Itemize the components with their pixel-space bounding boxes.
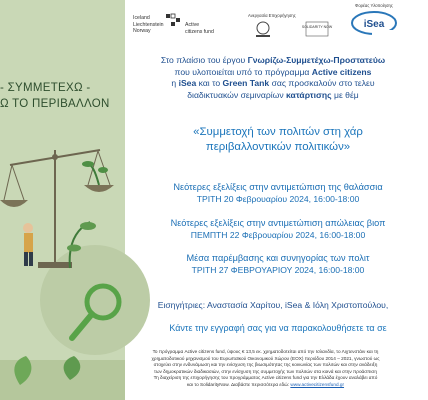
- registration-call[interactable]: Κάντε την εγγραφή σας για να παρακολουθήσετε τα σε: [169, 323, 387, 333]
- green-tank-logo: [372, 30, 400, 42]
- footer-line: Τη διαχείριση της επιχορήγησης του προγράμματος Active citizens fund για την Ελλάδα έχουν αναλάβει από: [153, 375, 378, 381]
- session-title: Μέσα παρέμβασης και συνηγορίας των πολιτ: [186, 253, 370, 263]
- svg-text:SOLIDARITY NOW: SOLIDARITY NOW: [301, 25, 333, 29]
- solidarity-now-logo: [301, 22, 333, 36]
- partner-caption: Φορέας Υλοποίησης: [355, 3, 393, 8]
- footer-line: χρηματοδοτικού μηχανισμού του Ευρωπαϊκού Οικονομικού Χώρου (ΕΟΧ) περιόδου 2014 – 2021, γνωστού ως: [151, 355, 380, 361]
- session-title: Νεότερες εξελίξεις στην αντιμετώπιση απώλειας βιοπ: [170, 218, 386, 228]
- session-date: ΤΡΙΤΗ 20 Φεβρουαρίου 2024, 16:00-18:00: [196, 193, 360, 204]
- session-item: [128, 218, 428, 241]
- left-panel-title: [0, 80, 125, 112]
- headline-line1: «Συμμετοχή των πολιτών στη χάρ: [193, 126, 363, 138]
- active-citizens-fund-logo: [133, 14, 228, 42]
- environment-illustration: [0, 0, 125, 400]
- intro-line2: που υλοποιείται υπό το πρόγραμμα Active citizens: [174, 66, 372, 77]
- session-item: [128, 253, 428, 276]
- intro-line3: η iSea και το Green Tank σας προσκαλούν στο τελευ: [171, 78, 375, 88]
- footer-line: των δημοκρατικών διαδικασιών, στην ενίσχυση της συμμετοχής των πολιτών στα κοινά και στην προάσπιση: [154, 368, 377, 374]
- left-title-line1: - ΣΥΜΜΕΤΕΧΩ -: [0, 82, 91, 94]
- donor-countries: Iceland Liechtenstein Norway: [133, 15, 164, 34]
- seminar-headline: [128, 125, 428, 154]
- session-title: Νεότερες εξελίξεις στην αντιμετώπιση της θαλάσσια: [173, 182, 383, 192]
- intro-line1: Στο πλαίσιο του έργου Γνωρίζω-Συμμετέχω-Προστατεύω: [160, 55, 386, 65]
- headline-line2: περιβαλλοντικών πολιτικών»: [205, 140, 351, 153]
- intro-line4: διαδικτυακών σεμιναρίων κατάρτισης με θέμ: [187, 89, 359, 100]
- ministry-logo-icon: [252, 20, 274, 38]
- session-date: ΠΕΜΠΤΗ 22 Φεβρουαρίου 2024, 16:00-18:00: [190, 229, 366, 240]
- support-caption: Ανεργασία Επιχορήγησης: [248, 13, 296, 18]
- svg-text:iSea: iSea: [363, 19, 385, 30]
- footer-line: και το SolidarityNow. Διαβάστε περισσότερα εδώ: www.activecitizensfund.gr: [186, 381, 345, 387]
- session-item: [128, 182, 428, 205]
- funding-footer: [128, 349, 403, 389]
- fund-name: Active citizens fund: [185, 22, 214, 35]
- footer-line: Το πρόγραμμα Active citizens fund, ύψους € 13,5 εκ. χρηματοδοτείται από την Ισλανδία, το Λιχτενστάιν και τη: [152, 349, 379, 354]
- active-citizens-fund-link[interactable]: www.activecitizensfund.gr: [290, 381, 345, 387]
- intro-paragraph: [128, 55, 418, 101]
- session-date: ΤΡΙΤΗ 27 ΦΕΒΡΟΥΑΡΙΟΥ 2024, 16:00-18:00: [191, 264, 365, 275]
- footer-line: στοχεύει στην ενδυνάμωση και την ενίσχυση της βιωσιμότητας της κοινωνίας των πολιτών και στην ανάδειξη: [153, 362, 378, 368]
- grid-mark-icon: [166, 14, 180, 26]
- left-illustration-panel: [0, 0, 125, 400]
- left-title-line2: Ω ΤΟ ΠΕΡΙΒΑΛΛΟΝ: [0, 98, 110, 110]
- speakers-line: Εισηγήτριες: Αναστασία Χαρίτου, iSea & Ιόλη Χριστοπούλου,: [157, 300, 389, 310]
